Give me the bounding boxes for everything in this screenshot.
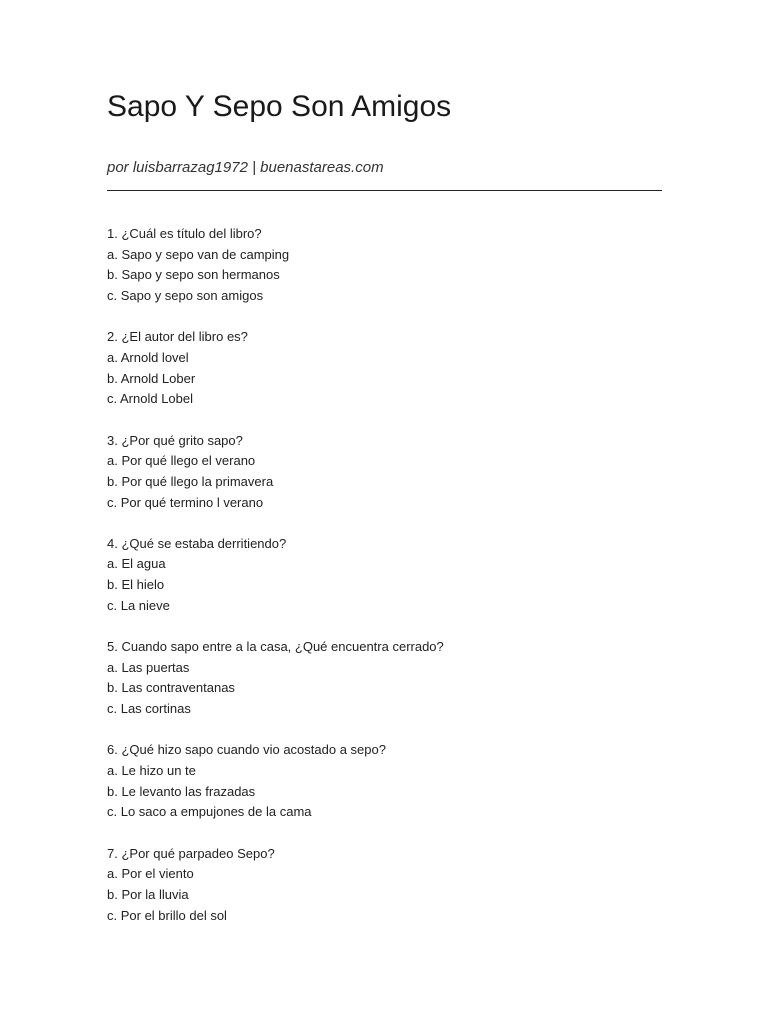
answer-option-a: a. Por qué llego el verano <box>107 453 256 469</box>
question-block-2 <box>107 327 662 410</box>
question-text: 3. ¿Por qué grito sapo? <box>107 432 243 448</box>
answer-option-a: a. Arnold lovel <box>107 349 189 365</box>
question-text: 2. ¿El autor del libro es? <box>107 329 248 345</box>
answer-option-c: c. Las cortinas <box>107 701 191 717</box>
answer-option-a: a. El agua <box>107 556 166 572</box>
answer-option-b: b. Las contraventanas <box>107 680 235 696</box>
question-text: 4. ¿Qué se estaba derritiendo? <box>107 535 287 551</box>
answer-option-a: a. Sapo y sepo van de camping <box>107 246 290 262</box>
answer-option-b: b. Sapo y sepo son hermanos <box>107 267 280 283</box>
answer-option-c: c. Por el brillo del sol <box>107 907 227 923</box>
answer-option-c: c. Arnold Lobel <box>107 391 194 407</box>
question-block-5 <box>107 637 662 720</box>
document-byline: por luisbarrazag1972 | buenastareas.com <box>107 159 384 176</box>
answer-option-a: a. Le hizo un te <box>107 762 196 778</box>
answer-option-b: b. Por la lluvia <box>107 886 189 902</box>
question-block-1 <box>107 224 662 307</box>
question-block-7 <box>107 844 662 927</box>
question-text: 1. ¿Cuál es título del libro? <box>107 226 262 241</box>
answer-option-b: b. Arnold Lober <box>107 370 196 386</box>
question-list <box>107 224 662 947</box>
answer-option-b: b. El hielo <box>107 577 165 593</box>
question-text: 7. ¿Por qué parpadeo Sepo? <box>107 845 275 861</box>
question-block-3 <box>107 431 662 514</box>
answer-option-b: b. Por qué llego la primavera <box>107 473 274 489</box>
answer-option-b: b. Le levanto las frazadas <box>107 783 256 799</box>
document-title: Sapo Y Sepo Son Amigos <box>107 90 452 123</box>
question-text: 6. ¿Qué hizo sapo cuando vio acostado a sepo? <box>107 742 386 758</box>
title-divider <box>107 190 662 191</box>
question-text: 5. Cuando sapo entre a la casa, ¿Qué encuentra cerrado? <box>107 639 444 654</box>
question-block-6 <box>107 740 662 823</box>
answer-option-c: c. Por qué termino l verano <box>107 494 264 510</box>
answer-option-c: c. Lo saco a empujones de la cama <box>107 804 312 820</box>
answer-option-a: a. Las puertas <box>107 659 190 675</box>
answer-option-c: c. La nieve <box>107 597 170 613</box>
question-block-4 <box>107 534 662 617</box>
answer-option-a: a. Por el viento <box>107 866 194 882</box>
answer-option-c: c. Sapo y sepo son amigos <box>107 288 264 304</box>
